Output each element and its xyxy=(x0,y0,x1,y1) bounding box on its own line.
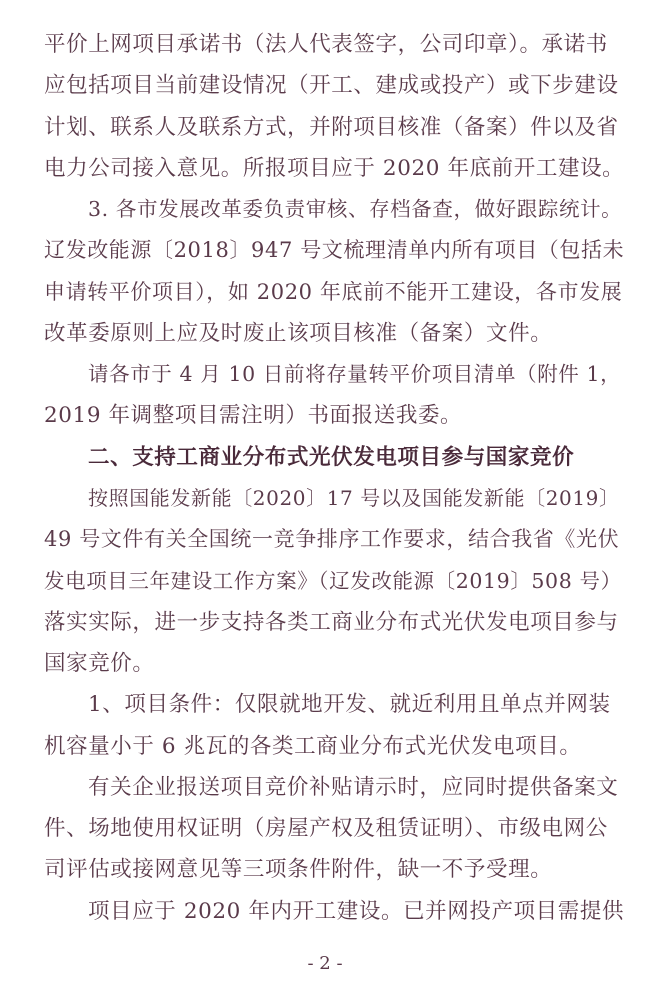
text-line-8: 改革委原则上应及时废止该项目核准（备案）文件。 xyxy=(44,320,553,346)
text-line-18: 机容量小于 6 兆瓦的各类工商业分布式光伏发电项目。 xyxy=(44,733,582,759)
text-line-16: 国家竞价。 xyxy=(44,651,155,677)
text-line-20: 件、场地使用权证明（房屋产权及租赁证明）、市级电网公 xyxy=(44,816,608,842)
text-line-1: 平价上网项目承诺书（法人代表签字，公司印章）。承诺书 xyxy=(44,32,608,57)
text-line-22: 项目应于 2020 年内开工建设。已并网投产项目需提供 xyxy=(88,898,625,924)
page-number: - 2 - xyxy=(307,953,343,974)
text-line-19: 有关企业报送项目竞价补贴请示时，应同时提供备案文 xyxy=(88,774,619,800)
text-line-3: 计划、联系人及联系方式，并附项目核准（备案）件以及省 xyxy=(44,114,619,140)
text-line-12: 按照国能发新能〔2020〕17 号以及国能发新能〔2019〕 xyxy=(88,486,620,510)
text-line-4: 电力公司接入意见。所报项目应于 2020 年底前开工建设。 xyxy=(44,155,625,181)
section-heading-2: 二、支持工商业分布式光伏发电项目参与国家竞价 xyxy=(88,444,575,470)
text-line-13: 49 号文件有关全国统一竞争排序工作要求，结合我省《光伏 xyxy=(44,527,620,552)
text-line-9: 请各市于 4 月 10 日前将存量转平价项目清单（附件 1， xyxy=(88,362,622,387)
text-line-21: 司评估或接网意见等三项条件附件，缺一不予受理。 xyxy=(44,857,553,883)
text-line-14: 发电项目三年建设工作方案》（辽发改能源〔2019〕508 号） xyxy=(44,568,622,593)
text-line-2: 应包括项目当前建设情况（开工、建成或投产）或下步建设 xyxy=(44,73,619,99)
text-line-10: 2019 年调整项目需注明）书面报送我委。 xyxy=(44,403,463,429)
text-line-5: 3. 各市发展改革委负责审核、存档备查，做好跟踪统计。 xyxy=(88,197,623,222)
text-line-15: 落实实际，进一步支持各类工商业分布式光伏发电项目参与 xyxy=(44,609,619,635)
text-line-6: 辽发改能源〔2018〕947 号文梳理清单内所有项目（包括未 xyxy=(44,238,625,263)
text-line-7: 申请转平价项目），如 2020 年底前不能开工建设，各市发展 xyxy=(44,279,623,304)
text-line-17: 1、项目条件：仅限就地开发、就近利用且单点并网装 xyxy=(88,692,611,718)
